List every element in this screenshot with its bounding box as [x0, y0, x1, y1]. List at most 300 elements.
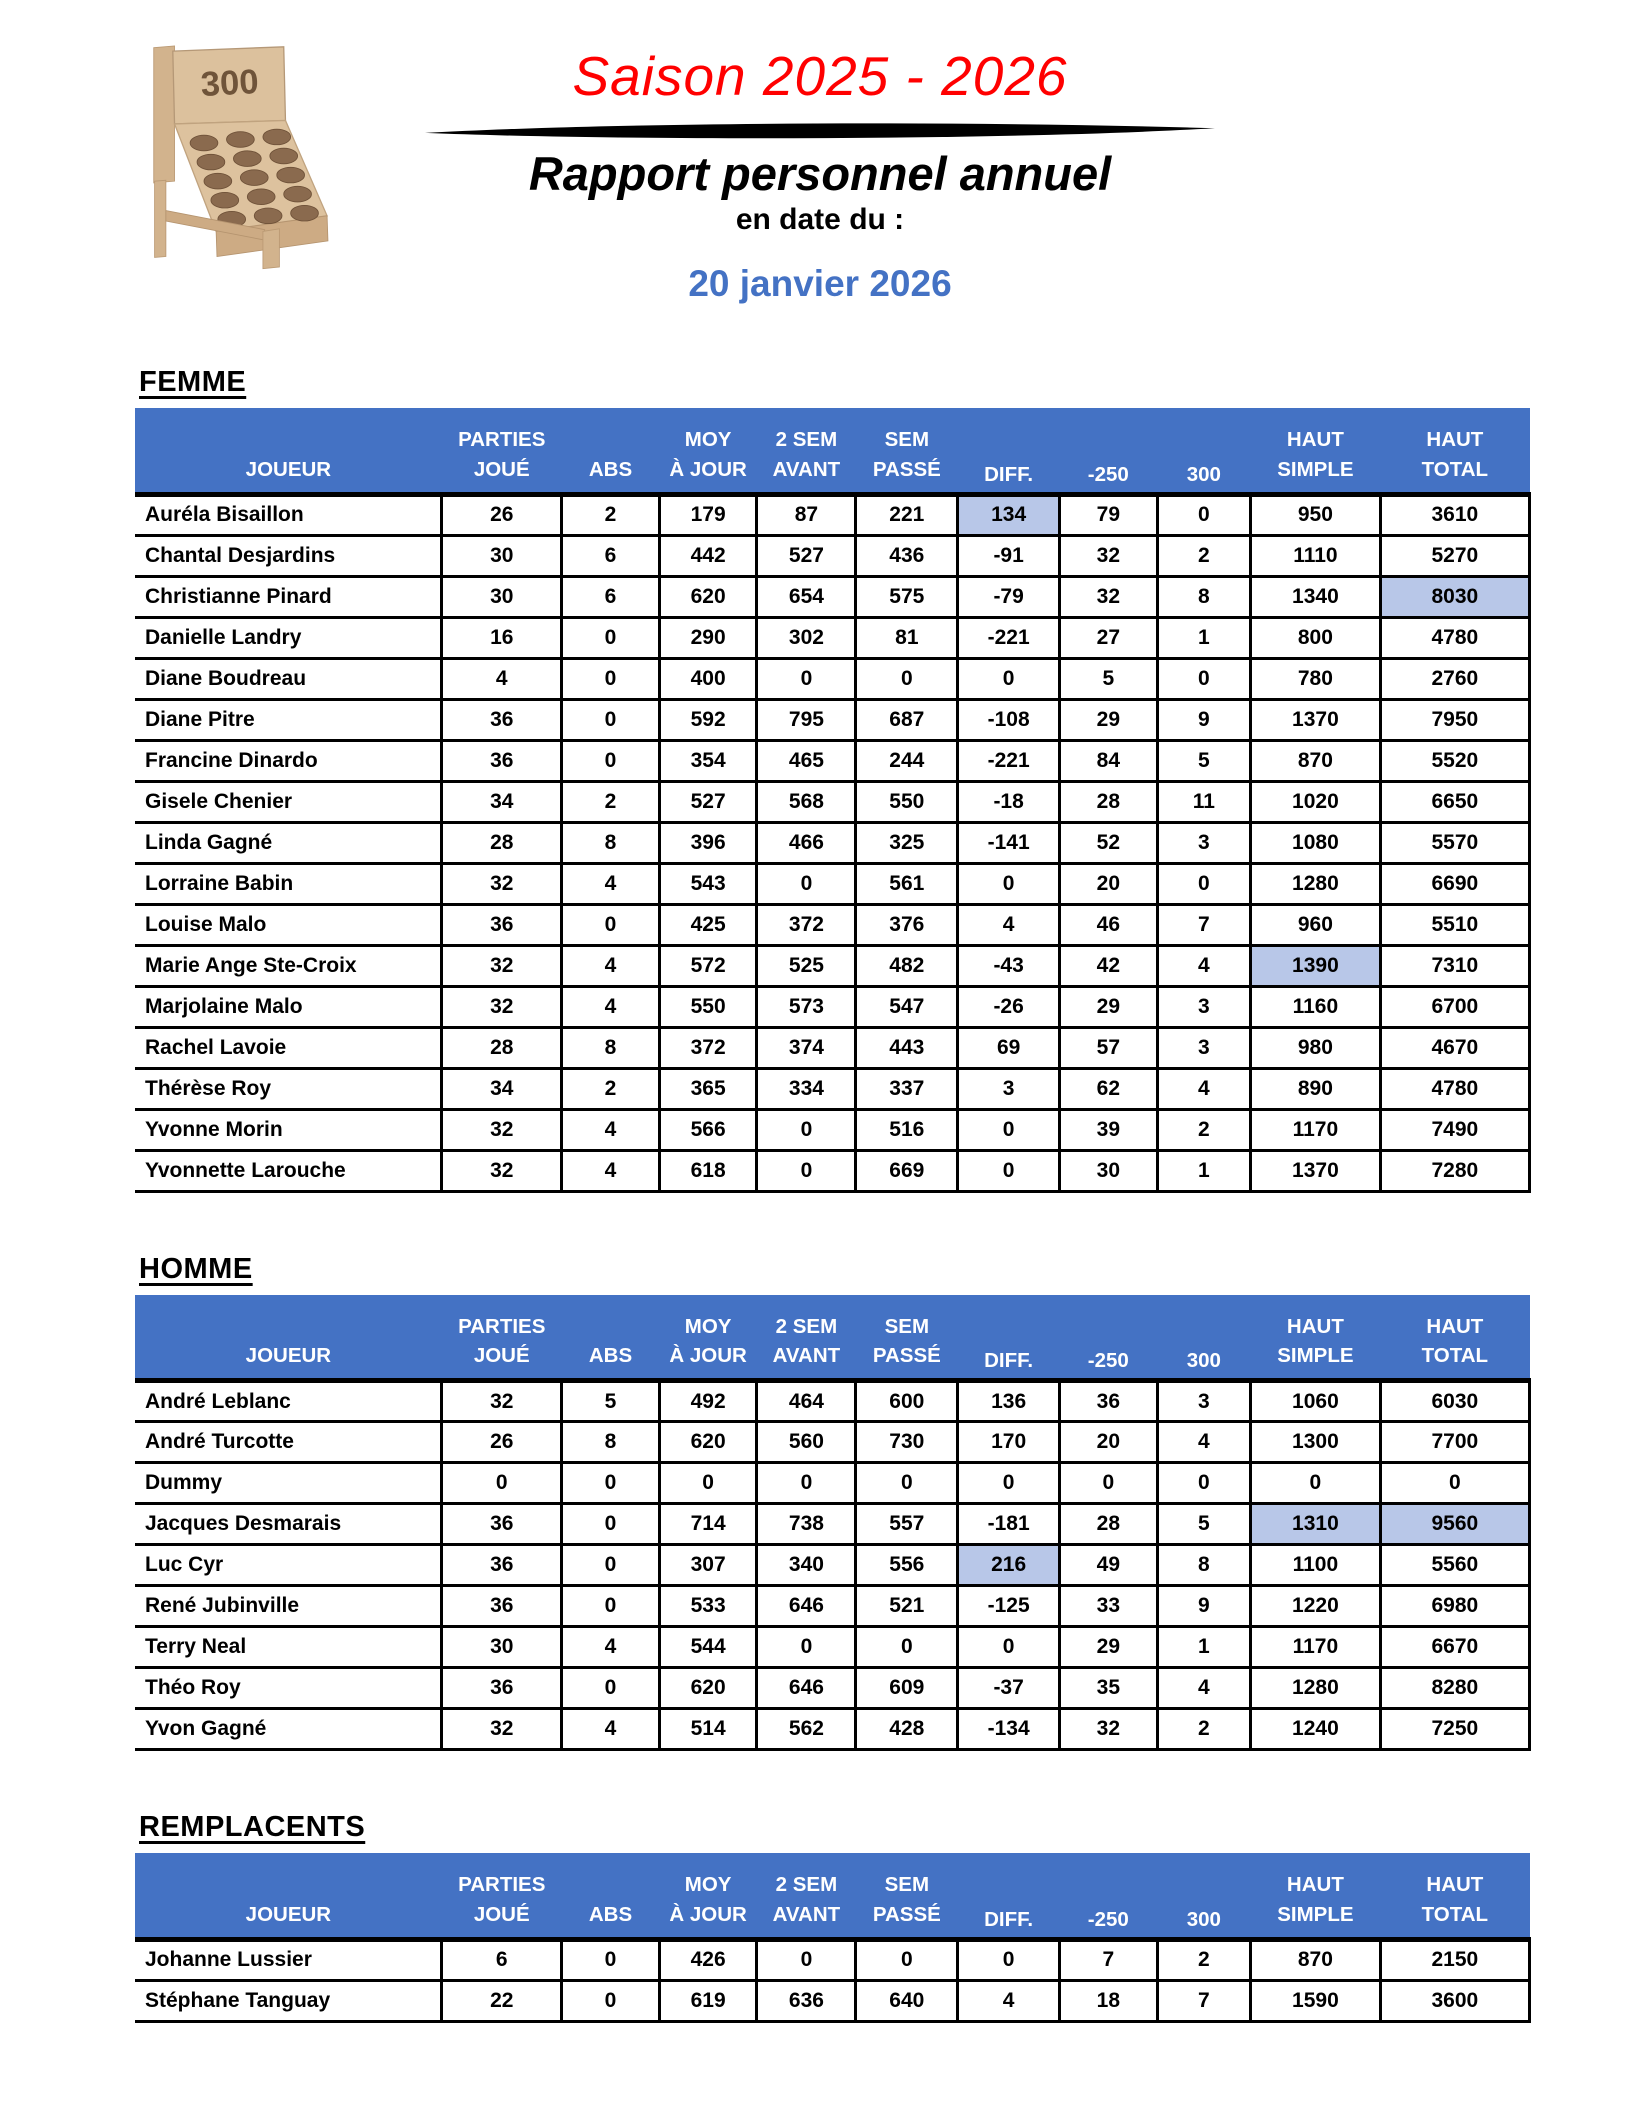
stat-cell: 738	[757, 1504, 856, 1545]
col-header-300: 300	[1157, 408, 1250, 494]
player-name: Marjolaine Malo	[135, 986, 442, 1027]
table-row	[135, 1422, 1530, 1463]
stat-cell: 1240	[1251, 1709, 1381, 1750]
stat-cell: 592	[659, 699, 757, 740]
stat-cell: 5270	[1380, 535, 1529, 576]
stat-cell: 600	[856, 1381, 958, 1422]
stat-cell: 0	[1380, 1463, 1529, 1504]
player-name: Terry Neal	[135, 1627, 442, 1668]
stat-cell: 575	[856, 576, 958, 617]
stat-cell: 29	[1060, 986, 1158, 1027]
stat-cell: 3610	[1380, 494, 1529, 535]
table-row	[135, 1109, 1530, 1150]
stat-cell: 179	[659, 494, 757, 535]
section-heading-remplacents: REMPLACENTS	[139, 1811, 366, 1843]
stat-cell: 57	[1060, 1027, 1158, 1068]
table-row	[135, 863, 1530, 904]
player-name: Thérèse Roy	[135, 1068, 442, 1109]
stat-cell: 8	[1157, 1545, 1250, 1586]
stat-cell: 6650	[1380, 781, 1529, 822]
stat-cell: 87	[757, 494, 856, 535]
stat-cell: 32	[442, 986, 562, 1027]
stat-cell: 0	[1157, 863, 1250, 904]
stat-cell: 337	[856, 1068, 958, 1109]
stat-cell: 0	[562, 740, 660, 781]
stat-cell: 560	[757, 1422, 856, 1463]
col-header--jour: MOY À JOUR	[659, 1295, 757, 1381]
stat-cell: 2	[562, 1068, 660, 1109]
stat-cell: 8	[562, 1027, 660, 1068]
stat-cell: 620	[659, 1422, 757, 1463]
table-row	[135, 1150, 1530, 1191]
header-row	[135, 408, 1530, 494]
stat-cell: 20	[1060, 1422, 1158, 1463]
stat-cell: 521	[856, 1586, 958, 1627]
stat-cell: 1170	[1251, 1627, 1381, 1668]
section-heading-femme: FEMME	[139, 366, 247, 398]
stat-cell: 28	[1060, 1504, 1158, 1545]
stat-cell: 0	[562, 1586, 660, 1627]
stat-cell: 7250	[1380, 1709, 1529, 1750]
stat-cell: 0	[562, 1504, 660, 1545]
player-name: Johanne Lussier	[135, 1939, 442, 1980]
stat-cell: 27	[1060, 617, 1158, 658]
stat-cell: 428	[856, 1709, 958, 1750]
stat-cell: 636	[757, 1980, 856, 2021]
stat-cell: 7	[1060, 1939, 1158, 1980]
stat-cell: 550	[856, 781, 958, 822]
stat-cell: 527	[659, 781, 757, 822]
stat-cell: 1170	[1251, 1109, 1381, 1150]
player-name: Francine Dinardo	[135, 740, 442, 781]
col-header-avant: 2 SEM AVANT	[757, 1853, 856, 1939]
stat-cell: 3	[958, 1068, 1060, 1109]
stat-cell: 365	[659, 1068, 757, 1109]
stat-cell: 492	[659, 1381, 757, 1422]
stat-cell: 3	[1157, 822, 1250, 863]
stat-cell: 0	[1060, 1463, 1158, 1504]
stat-cell: -43	[958, 945, 1060, 986]
homme-table	[135, 1295, 1531, 1752]
col-header--jour: MOY À JOUR	[659, 408, 757, 494]
stat-cell: 464	[757, 1381, 856, 1422]
stat-cell: 543	[659, 863, 757, 904]
stat-cell: 0	[958, 1463, 1060, 1504]
stat-cell: 36	[442, 1545, 562, 1586]
stat-cell: 396	[659, 822, 757, 863]
stat-cell: 36	[442, 699, 562, 740]
player-name: Rachel Lavoie	[135, 1027, 442, 1068]
stat-cell: 7	[1157, 1980, 1250, 2021]
col-header-300: 300	[1157, 1853, 1250, 1939]
stat-cell: 870	[1251, 740, 1381, 781]
tables-area	[135, 366, 1531, 2023]
stat-cell: 34	[442, 781, 562, 822]
player-name: Danielle Landry	[135, 617, 442, 658]
stat-cell: 2760	[1380, 658, 1529, 699]
stat-cell: 216	[958, 1545, 1060, 1586]
stat-cell: 6	[442, 1939, 562, 1980]
stat-cell: 400	[659, 658, 757, 699]
col-header-total: HAUT TOTAL	[1380, 1853, 1529, 1939]
stat-cell: 2150	[1380, 1939, 1529, 1980]
stat-cell: 30	[442, 1627, 562, 1668]
stat-cell: 0	[562, 658, 660, 699]
col-header-simple: HAUT SIMPLE	[1251, 1295, 1381, 1381]
stat-cell: 7310	[1380, 945, 1529, 986]
col-header--250: -250	[1060, 408, 1158, 494]
stat-cell: 302	[757, 617, 856, 658]
stat-cell: 4	[1157, 1422, 1250, 1463]
stat-cell: 640	[856, 1980, 958, 2021]
stat-cell: 340	[757, 1545, 856, 1586]
stat-cell: 870	[1251, 1939, 1381, 1980]
stat-cell: 5	[1157, 1504, 1250, 1545]
stat-cell: 4	[562, 863, 660, 904]
table-row	[135, 1027, 1530, 1068]
col-header-total: HAUT TOTAL	[1380, 408, 1529, 494]
stat-cell: 0	[856, 1463, 958, 1504]
col-header-diff-: DIFF.	[958, 1295, 1060, 1381]
stat-cell: 950	[1251, 494, 1381, 535]
stat-cell: 4	[958, 904, 1060, 945]
stat-cell: 566	[659, 1109, 757, 1150]
stat-cell: 36	[442, 904, 562, 945]
col-header--250: -250	[1060, 1295, 1158, 1381]
stat-cell: 1280	[1251, 863, 1381, 904]
stat-cell: 4780	[1380, 617, 1529, 658]
stat-cell: -26	[958, 986, 1060, 1027]
stat-cell: 0	[562, 1545, 660, 1586]
table-row	[135, 781, 1530, 822]
stat-cell: 28	[442, 1027, 562, 1068]
player-name: Jacques Desmarais	[135, 1504, 442, 1545]
stat-cell: 514	[659, 1709, 757, 1750]
stat-cell: 22	[442, 1980, 562, 2021]
stat-cell: 6670	[1380, 1627, 1529, 1668]
stat-cell: 654	[757, 576, 856, 617]
stat-cell: 4	[1157, 1668, 1250, 1709]
stat-cell: 8	[562, 822, 660, 863]
col-header-diff-: DIFF.	[958, 408, 1060, 494]
stat-cell: 0	[757, 1627, 856, 1668]
stat-cell: 221	[856, 494, 958, 535]
table-row	[135, 658, 1530, 699]
stat-cell: 620	[659, 1668, 757, 1709]
player-name: Christianne Pinard	[135, 576, 442, 617]
table-row	[135, 1627, 1530, 1668]
player-name: Linda Gagné	[135, 822, 442, 863]
stat-cell: 4	[562, 986, 660, 1027]
stat-cell: 0	[1157, 1463, 1250, 1504]
player-name: Dummy	[135, 1463, 442, 1504]
stat-cell: 618	[659, 1150, 757, 1191]
player-name: Luc Cyr	[135, 1545, 442, 1586]
col-header-avant: 2 SEM AVANT	[757, 408, 856, 494]
stat-cell: -221	[958, 740, 1060, 781]
stat-cell: 1370	[1251, 1150, 1381, 1191]
swoosh-divider	[425, 120, 1215, 144]
stat-cell: 466	[757, 822, 856, 863]
stat-cell: 533	[659, 1586, 757, 1627]
table-row	[135, 945, 1530, 986]
player-name: Théo Roy	[135, 1668, 442, 1709]
stat-cell: 36	[442, 1586, 562, 1627]
stat-cell: 134	[958, 494, 1060, 535]
player-name: Yvon Gagné	[135, 1709, 442, 1750]
col-header-avant: 2 SEM AVANT	[757, 1295, 856, 1381]
stat-cell: 1390	[1251, 945, 1381, 986]
stat-cell: 3	[1157, 1381, 1250, 1422]
stat-cell: 290	[659, 617, 757, 658]
stat-cell: 32	[442, 1381, 562, 1422]
stat-cell: 4	[562, 1627, 660, 1668]
table-row	[135, 617, 1530, 658]
col-header-simple: HAUT SIMPLE	[1251, 408, 1381, 494]
table-row	[135, 699, 1530, 740]
stat-cell: 4	[562, 1150, 660, 1191]
stat-cell: 1160	[1251, 986, 1381, 1027]
stat-cell: 443	[856, 1027, 958, 1068]
col-header-pass-: SEM PASSÉ	[856, 1295, 958, 1381]
stat-cell: 620	[659, 576, 757, 617]
section-heading-homme: HOMME	[139, 1252, 253, 1285]
stat-cell: 4780	[1380, 1068, 1529, 1109]
stat-cell: 2	[1157, 535, 1250, 576]
stat-cell: 0	[856, 1627, 958, 1668]
col-header-pass-: SEM PASSÉ	[856, 1853, 958, 1939]
stat-cell: 465	[757, 740, 856, 781]
stat-cell: 646	[757, 1668, 856, 1709]
stat-cell: 16	[442, 617, 562, 658]
table-row	[135, 1586, 1530, 1627]
col-header-simple: HAUT SIMPLE	[1251, 1853, 1381, 1939]
stat-cell: 5510	[1380, 904, 1529, 945]
stat-cell: 557	[856, 1504, 958, 1545]
stat-cell: 6030	[1380, 1381, 1529, 1422]
stat-cell: 354	[659, 740, 757, 781]
stat-cell: 334	[757, 1068, 856, 1109]
stat-cell: 46	[1060, 904, 1158, 945]
stat-cell: 0	[1157, 494, 1250, 535]
stat-cell: 26	[442, 1422, 562, 1463]
stat-cell: 573	[757, 986, 856, 1027]
stat-cell: 890	[1251, 1068, 1381, 1109]
stat-cell: 32	[442, 1109, 562, 1150]
stat-cell: 0	[562, 617, 660, 658]
stat-cell: 568	[757, 781, 856, 822]
stat-cell: 170	[958, 1422, 1060, 1463]
stat-cell: 7950	[1380, 699, 1529, 740]
stat-cell: -79	[958, 576, 1060, 617]
stat-cell: 0	[757, 658, 856, 699]
stat-cell: 0	[1251, 1463, 1381, 1504]
stat-cell: 0	[958, 1150, 1060, 1191]
stat-cell: 1	[1157, 1150, 1250, 1191]
stat-cell: 482	[856, 945, 958, 986]
stat-cell: -141	[958, 822, 1060, 863]
stat-cell: 1110	[1251, 535, 1381, 576]
col-header--jour: MOY À JOUR	[659, 1853, 757, 1939]
stat-cell: 4670	[1380, 1027, 1529, 1068]
season-title: Saison 2025 - 2026	[572, 45, 1068, 107]
stat-cell: 2	[1157, 1109, 1250, 1150]
stat-cell: 0	[958, 1939, 1060, 1980]
stat-cell: 7	[1157, 904, 1250, 945]
table-row	[135, 1709, 1530, 1750]
stat-cell: 5	[1060, 658, 1158, 699]
col-header--250: -250	[1060, 1853, 1158, 1939]
stat-cell: -181	[958, 1504, 1060, 1545]
stat-cell: 0	[562, 1668, 660, 1709]
stat-cell: 687	[856, 699, 958, 740]
stat-cell: 800	[1251, 617, 1381, 658]
table-row	[135, 740, 1530, 781]
stat-cell: 32	[442, 945, 562, 986]
stat-cell: 0	[562, 1980, 660, 2021]
stat-cell: 1220	[1251, 1586, 1381, 1627]
stat-cell: 2	[1157, 1709, 1250, 1750]
table-row	[135, 904, 1530, 945]
stat-cell: 42	[1060, 945, 1158, 986]
stat-cell: 669	[856, 1150, 958, 1191]
stat-cell: 8030	[1380, 576, 1529, 617]
stat-cell: 3600	[1380, 1980, 1529, 2021]
stat-cell: 8	[1157, 576, 1250, 617]
date-label: en date du :	[735, 203, 905, 236]
stat-cell: 1340	[1251, 576, 1381, 617]
header-row	[135, 1853, 1530, 1939]
table-row	[135, 494, 1530, 535]
stat-cell: 39	[1060, 1109, 1158, 1150]
stat-cell: 34	[442, 1068, 562, 1109]
stat-cell: 0	[757, 863, 856, 904]
stat-cell: 6	[562, 576, 660, 617]
stat-cell: 9	[1157, 699, 1250, 740]
stat-cell: 30	[442, 576, 562, 617]
stat-cell: 374	[757, 1027, 856, 1068]
stat-cell: 49	[1060, 1545, 1158, 1586]
stat-cell: 2	[562, 781, 660, 822]
stat-cell: 0	[958, 863, 1060, 904]
stat-cell: 980	[1251, 1027, 1381, 1068]
player-name: André Turcotte	[135, 1422, 442, 1463]
player-name: René Jubinville	[135, 1586, 442, 1627]
stat-cell: 9560	[1380, 1504, 1529, 1545]
stat-cell: 26	[442, 494, 562, 535]
stat-cell: 30	[442, 535, 562, 576]
stat-cell: 426	[659, 1939, 757, 1980]
stat-cell: 5	[1157, 740, 1250, 781]
col-header-jou-: PARTIES JOUÉ	[442, 408, 562, 494]
stat-cell: 1100	[1251, 1545, 1381, 1586]
stat-cell: 29	[1060, 1627, 1158, 1668]
table-row	[135, 1504, 1530, 1545]
stat-cell: 516	[856, 1109, 958, 1150]
stat-cell: 0	[562, 1939, 660, 1980]
stat-cell: 646	[757, 1586, 856, 1627]
col-header-total: HAUT TOTAL	[1380, 1295, 1529, 1381]
stat-cell: 730	[856, 1422, 958, 1463]
col-header-joueur: JOUEUR	[135, 1295, 442, 1381]
table-row	[135, 576, 1530, 617]
stat-cell: 0	[958, 1109, 1060, 1150]
table-row	[135, 1668, 1530, 1709]
stat-cell: 442	[659, 535, 757, 576]
header-row	[135, 1295, 1530, 1381]
player-name: Gisele Chenier	[135, 781, 442, 822]
report-title: Rapport personnel annuel	[528, 147, 1112, 200]
stat-cell: 0	[562, 699, 660, 740]
stat-cell: -18	[958, 781, 1060, 822]
stat-cell: 32	[442, 1150, 562, 1191]
table-row	[135, 1463, 1530, 1504]
player-name: Lorraine Babin	[135, 863, 442, 904]
stat-cell: 81	[856, 617, 958, 658]
stat-cell: 32	[442, 1709, 562, 1750]
stat-cell: 376	[856, 904, 958, 945]
stat-cell: 0	[856, 1939, 958, 1980]
stat-cell: 5520	[1380, 740, 1529, 781]
stat-cell: 244	[856, 740, 958, 781]
col-header-diff-: DIFF.	[958, 1853, 1060, 1939]
stat-cell: 6690	[1380, 863, 1529, 904]
stat-cell: 1590	[1251, 1980, 1381, 2021]
col-header-pass-: SEM PASSÉ	[856, 408, 958, 494]
player-name: Auréla Bisaillon	[135, 494, 442, 535]
stat-cell: 6700	[1380, 986, 1529, 1027]
stat-cell: 795	[757, 699, 856, 740]
table-row	[135, 986, 1530, 1027]
stat-cell: 6980	[1380, 1586, 1529, 1627]
col-header-joueur: JOUEUR	[135, 408, 442, 494]
stat-cell: 28	[442, 822, 562, 863]
stat-cell: 2	[1157, 1939, 1250, 1980]
stat-cell: 62	[1060, 1068, 1158, 1109]
col-header-jou-: PARTIES JOUÉ	[442, 1295, 562, 1381]
col-header-abs: ABS	[562, 1295, 660, 1381]
stat-cell: 36	[442, 1668, 562, 1709]
stat-cell: 6	[562, 535, 660, 576]
stat-cell: 32	[1060, 576, 1158, 617]
stat-cell: 36	[442, 740, 562, 781]
stat-cell: 0	[958, 658, 1060, 699]
stat-cell: 572	[659, 945, 757, 986]
player-name: Stéphane Tanguay	[135, 1980, 442, 2021]
stat-cell: 547	[856, 986, 958, 1027]
stat-cell: 4	[1157, 945, 1250, 986]
stat-cell: 544	[659, 1627, 757, 1668]
stat-cell: 35	[1060, 1668, 1158, 1709]
col-header-joueur: JOUEUR	[135, 1853, 442, 1939]
stat-cell: 527	[757, 535, 856, 576]
stat-cell: 0	[757, 1109, 856, 1150]
femme-table	[135, 408, 1531, 1193]
stat-cell: 1280	[1251, 1668, 1381, 1709]
stat-cell: -37	[958, 1668, 1060, 1709]
stat-cell: 4	[1157, 1068, 1250, 1109]
player-name: Marie Ange Ste-Croix	[135, 945, 442, 986]
stat-cell: 8280	[1380, 1668, 1529, 1709]
stat-cell: 4	[562, 1109, 660, 1150]
col-header-abs: ABS	[562, 1853, 660, 1939]
player-name: Yvonnette Larouche	[135, 1150, 442, 1191]
stat-cell: 1	[1157, 617, 1250, 658]
table-row	[135, 1545, 1530, 1586]
stat-cell: 0	[757, 1939, 856, 1980]
stat-cell: 32	[442, 863, 562, 904]
stat-cell: 4	[562, 945, 660, 986]
